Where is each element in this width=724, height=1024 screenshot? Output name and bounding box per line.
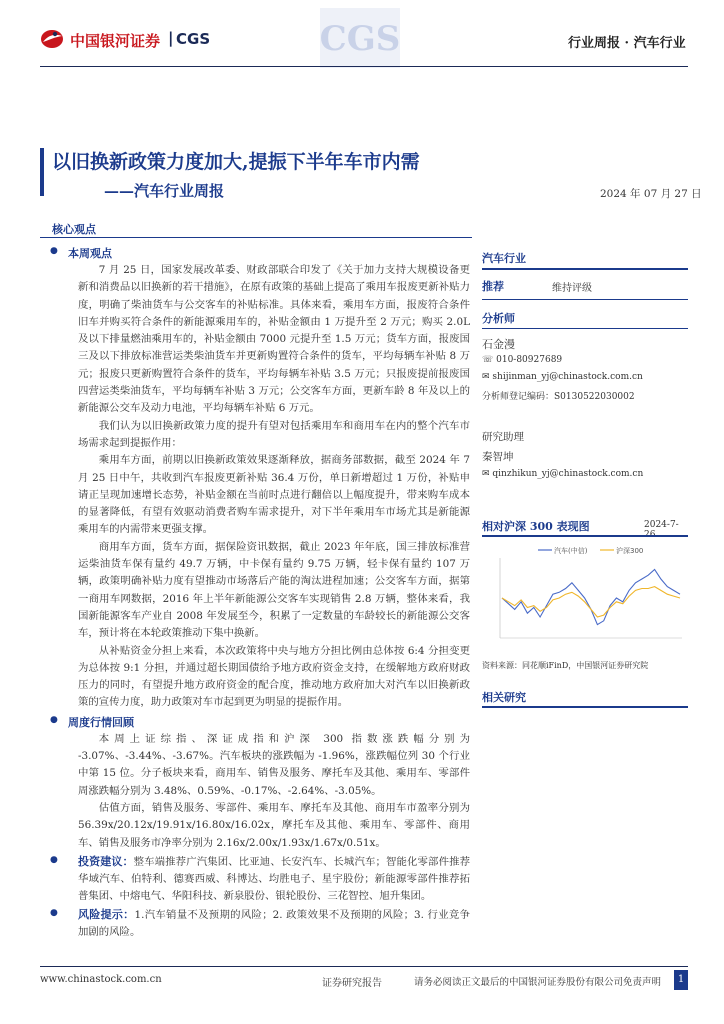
risk-block <box>50 906 470 942</box>
brand-en: CGS <box>176 30 211 48</box>
footer-disclaimer: 请务必阅读正文最后的中国银河证券股份有限公司免责声明 <box>414 977 662 988</box>
footer-center: 证券研究报告 <box>322 978 382 989</box>
header-rule <box>40 66 688 67</box>
investment-text <box>78 853 470 906</box>
rating-label: 推荐 <box>482 280 504 293</box>
risk-text <box>78 906 470 942</box>
bullet-icon: ● <box>50 907 58 918</box>
svg-text:CGS: CGS <box>320 19 400 59</box>
performance-chart <box>482 540 688 660</box>
related-label: 相关研究 <box>482 691 526 704</box>
analyst-email[interactable]: ✉ shijinman_yj@chinastock.com.cn <box>482 372 643 382</box>
footer-url[interactable]: www.chinastock.com.cn <box>40 974 162 985</box>
industry-label: 汽车行业 <box>482 252 526 265</box>
sidebar-rule <box>482 328 688 329</box>
analyst-name: 石金漫 <box>482 338 515 351</box>
brand-sep: | <box>168 29 174 47</box>
cgs-watermark-icon <box>320 8 400 68</box>
investment-body: 整车端推荐广汽集团、比亚迪、长安汽车、长城汽车；智能化零部件推荐华域汽车、伯特利、德赛西威、科博达、均胜电子、星宇股份；新能源零部件推荐拓普集团、中熔电气、华阳科技、新泉股份、银轮股份、三花智控、旭升集团。 <box>78 855 470 903</box>
investment-label: 投资建议： <box>78 854 134 868</box>
this-week-heading <box>50 244 470 262</box>
weekly-review-heading <box>50 713 470 731</box>
bullet-icon: ● <box>50 714 58 725</box>
chart-date: 2024-7- <box>644 520 679 530</box>
core-paragraph: 商用车方面，货车方面，据保险资讯数据，截止 2023 年年底，国三排放标准营运柴油货车保有量约 49.7 万辆，中卡保有量约 9.75 万辆，轻卡保有量约 107 万辆，政策明确补贴力度有望推动市场落后产能的淘汰进程加速；公交客车方面，据第一商用车网数据，2016 年上半年新能源公交客车实现销售 2.8 万辆，整体来看，我国新能源客车产业自 2008 年发展至今，积累了一定数量的车龄较长的新能源公交客车，预计将在本轮政策推动下集中换新。 <box>78 540 470 640</box>
sidebar-rule <box>482 535 688 537</box>
analyst-label: 分析师 <box>482 312 515 325</box>
core-paragraph: 我们认为以旧换新政策力度的提升有望对包括乘用车和商用车在内的整个汽车市场需求起到提振作用： <box>78 419 470 449</box>
core-paragraph: 从补贴资金分担上来看，本次政策将中央与地方分担比例由总体按 6:4 分担变更为总体按 9:1 分担，并通过超长期国债给予地方政府资金支持，在缓解地方政府财政压力的同时，有望提升地方政府资金的配合度，推动地方政府加大对汽车以旧换新政策的宣传力度，助力政策对车市起到更为明显的提振作用。 <box>78 644 470 709</box>
core-view-rule <box>40 237 472 238</box>
legend-label-series-1: 汽车(中信) <box>554 547 588 555</box>
galaxy-logo-icon <box>40 28 64 50</box>
sidebar-rule <box>482 299 688 300</box>
sidebar-rule <box>482 706 688 708</box>
report-date: 2024 年 07 月 27 日 <box>600 188 702 200</box>
review-paragraph: 本周上证综指、深证成指和沪深 300 指数涨跌幅分别为 -3.07%、-3.44%、-3.67%。汽车板块的涨跌幅为 -1.96%，涨跌幅位列 30 个行业中第 15 位。分子板块来看，商用车、销售及服务、摩托车及其他、乘用车、零部件周涨跌幅分别为 3.48%、0.59%、-0.17%、-2.64%、-3.05%。 <box>78 732 470 797</box>
core-view-label: 核心观点 <box>52 223 96 236</box>
rating-value: 维持评级 <box>552 283 592 294</box>
logo <box>40 26 240 52</box>
assistant-name: 秦智坤 <box>482 451 514 463</box>
series-line-1 <box>502 570 680 625</box>
report-type: 行业周报 · 汽车行业 <box>568 36 686 51</box>
chart-source: 资料来源：同花顺iFinD，中国银河证券研究院 <box>482 661 649 670</box>
risk-label: 风险提示： <box>78 907 135 921</box>
title-bar <box>40 148 44 196</box>
main-column <box>50 244 470 941</box>
page-subtitle: ——汽车行业周报 <box>104 182 225 200</box>
weekly-review-label: 周度行情回顾 <box>68 715 134 729</box>
legend-label-series-2: 沪深300 <box>616 547 644 555</box>
page-number: 1 <box>677 974 685 985</box>
core-paragraph: 7 月 25 日，国家发展改革委、财政部联合印发了《关于加力支持大规模设备更新和消费品以旧换新的若干措施》，在原有政策的基础上提高了乘用车报废更新补贴力度，明确了柴油货车与公交客车的补贴标准。具体来看，乘用车方面，报废符合条件旧车并购买符合条件的新能源乘用车的，补贴金额由 1 万提升至 2 万元；购买 2.0L 及以下排量燃油乘用车的，补贴金额由 7000 元提升至 1.5 万元；货车方面，报废国三及以下排放标准营运类柴油货车并更新购置符合条件的货车，平均每辆车补贴 8 万元；报废只更新购置符合条件的货车，平均每辆车补贴 3.5 万元；只报废提前报废国四营运类柴油货车，平均每辆车补贴 3 万元；公交客车方面，更新车龄 8 年及以上的新能源公交车及动力电池，平均每辆车补贴 6 万元。 <box>78 264 470 415</box>
page-title: 以旧换新政策力度加大,提振下半年车市内需 <box>52 151 420 173</box>
assistant-email[interactable]: ✉ qinzhikun_yj@chinastock.com.cn <box>482 469 644 479</box>
analyst-cert: 分析师登记编码：S0130522030002 <box>482 392 635 402</box>
chart-title: 相对沪深 300 表现图 <box>482 520 590 533</box>
this-week-label: 本周观点 <box>68 247 112 260</box>
brand-cn: 中国银河证券 <box>70 32 161 50</box>
analyst-phone[interactable]: ☏ 010-80927689 <box>482 355 563 365</box>
review-paragraph: 估值方面，销售及服务、零部件、乘用车、摩托车及其他、商用车市盈率分别为 56.39x/20.12x/19.91x/16.80x/16.02x，摩托车及其他、乘用车、零部件、商用车、销售及服务市净率分别为 2.16x/2.00x/1.93x/1.67x/0.51x。 <box>78 801 470 849</box>
footer-rule <box>40 966 688 967</box>
bullet-icon: ● <box>50 854 58 865</box>
sidebar-rule <box>482 268 688 270</box>
assistant-label: 研究助理 <box>482 431 524 443</box>
bullet-icon: ● <box>50 246 58 256</box>
investment-block <box>50 853 470 906</box>
risk-body: 1.汽车销量不及预期的风险；2. 政策效果不及预期的风险；3. 行业竞争加剧的风险。 <box>78 908 470 938</box>
core-paragraph: 乘用车方面，前期以旧换新政策效果逐渐释放，据商务部数据，截至 2024 年 7 月 25 日中午，共收到汽车报废更新补贴 36.4 万份，单日新增超过 1 万份，补贴申请正呈现加速增长态势，补贴金额在当前时点进行翻倍以上幅度提升，带来购车成本的显著降低，有望有效驱动消费者购车需求提升，对下半年乘用车市场尤其是新能源乘用车的内需带来更强支撑。 <box>78 454 470 536</box>
page-number-box <box>674 970 688 990</box>
